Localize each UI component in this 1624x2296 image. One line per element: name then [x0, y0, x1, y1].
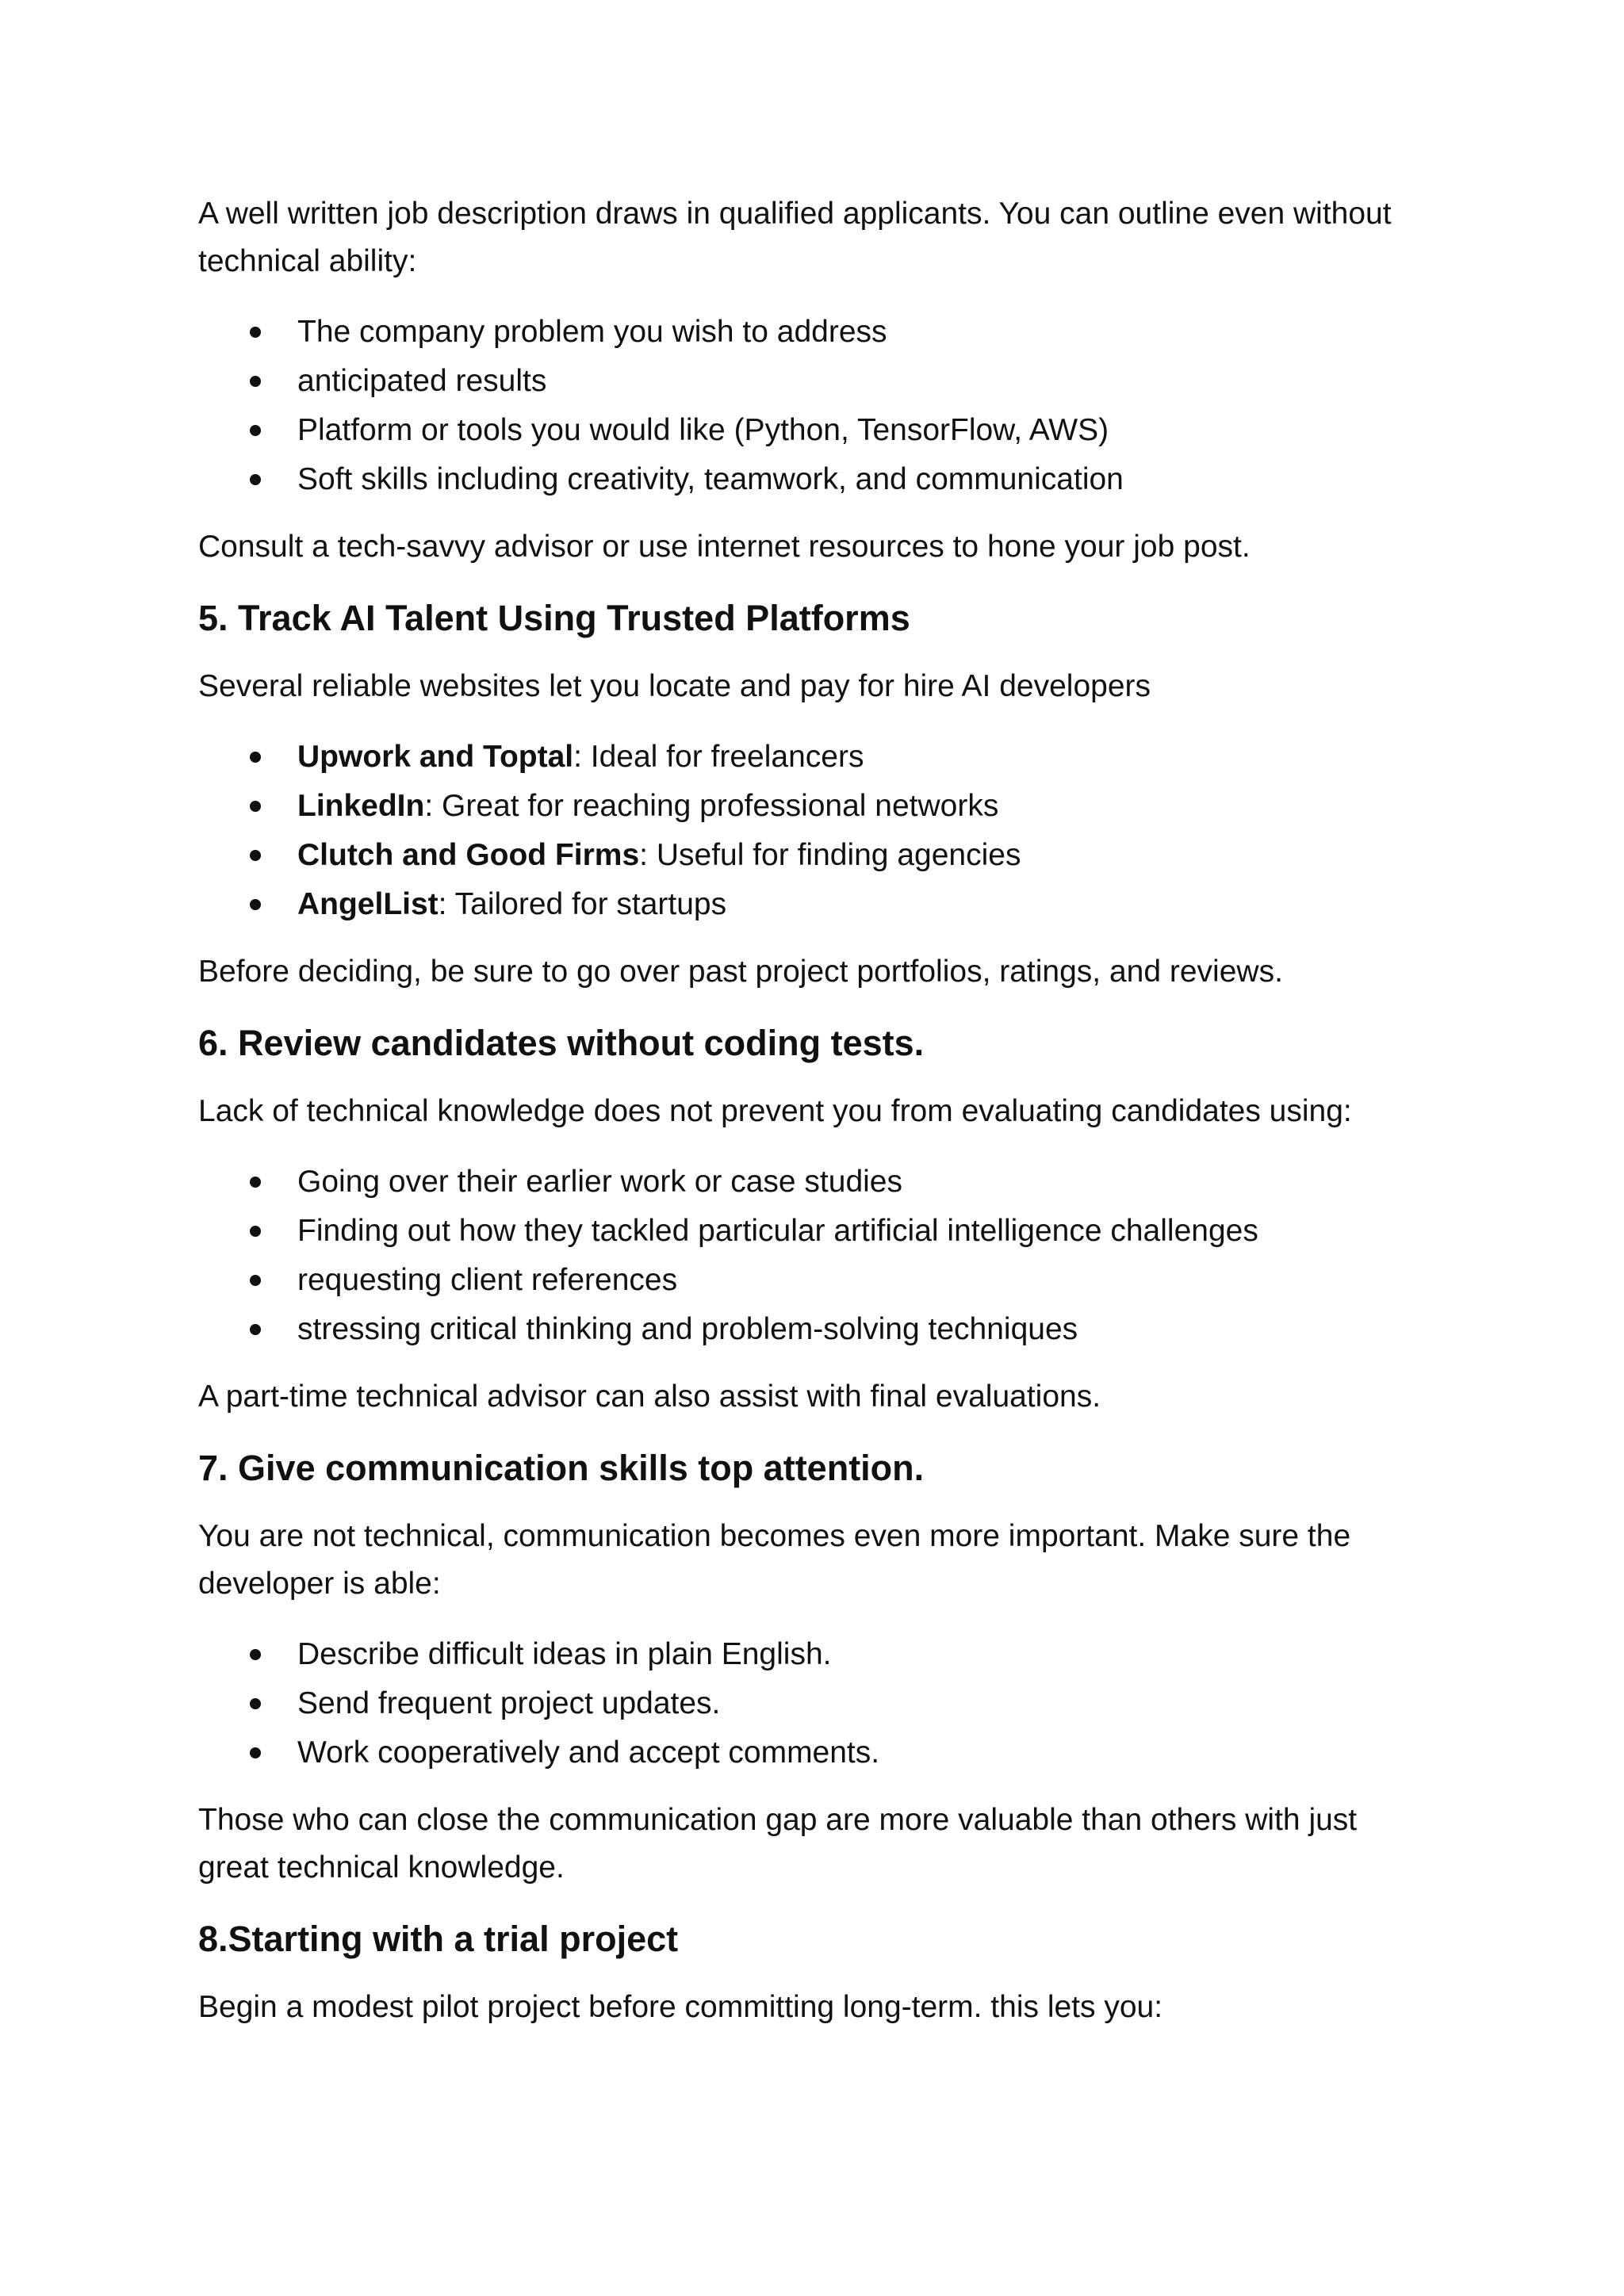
list-item: Going over their earlier work or case studies: [198, 1158, 1435, 1207]
bullet-icon: [250, 801, 261, 812]
bullet-icon: [250, 1275, 261, 1286]
list-item: Platform or tools you would like (Python, TensorFlow, AWS): [198, 406, 1435, 455]
platform-name: LinkedIn: [297, 789, 425, 823]
bullet-icon: [250, 327, 261, 338]
bullet-icon: [250, 1698, 261, 1709]
list-item: anticipated results: [198, 357, 1435, 406]
bullet-icon: [250, 425, 261, 436]
section-6-heading: 6. Review candidates without coding tests.: [198, 1023, 925, 1063]
list-item: LinkedIn: Great for reaching professional networks: [198, 782, 1435, 831]
list-item: Upwork and Toptal: Ideal for freelancers: [198, 733, 1435, 782]
section-5-heading: 5. Track AI Talent Using Trusted Platforms: [198, 598, 910, 638]
section-8-heading: 8.Starting with a trial project: [198, 1919, 679, 1959]
list-item: Send frequent project updates.: [198, 1679, 1435, 1728]
section-7-bullet-list: [198, 1630, 1435, 1777]
section-7-closing: Those who can close the communication gap are more valuable than others with just great technical knowledge.: [198, 1803, 1358, 1885]
platform-name: AngelList: [297, 887, 439, 921]
bullet-icon: [250, 474, 261, 485]
section-5-paragraph: Several reliable websites let you locate and pay for hire AI developers: [198, 669, 1151, 703]
bullet-icon: [250, 752, 261, 763]
list-item: Soft skills including creativity, teamwork, and communication: [198, 455, 1435, 504]
section-8-paragraph: Begin a modest pilot project before committing long-term. this lets you:: [198, 1990, 1163, 2024]
intro-closing: Consult a tech-savvy advisor or use internet resources to hone your job post.: [198, 530, 1251, 564]
list-item: The company problem you wish to address: [198, 308, 1435, 357]
intro-bullet-list: [198, 308, 1435, 504]
bullet-icon: [250, 899, 261, 910]
bullet-icon: [250, 1649, 261, 1660]
list-item: Finding out how they tackled particular artificial intelligence challenges: [198, 1207, 1435, 1256]
intro-paragraph: A well written job description draws in qualified applicants. You can outline even without technical ability:: [198, 197, 1392, 278]
platform-name: Upwork and Toptal: [297, 740, 574, 774]
bullet-icon: [250, 1324, 261, 1335]
section-6-closing: A part-time technical advisor can also assist with final evaluations.: [198, 1380, 1101, 1414]
list-item: stressing critical thinking and problem-solving techniques: [198, 1305, 1435, 1354]
list-item: requesting client references: [198, 1256, 1435, 1305]
list-item: AngelList: Tailored for startups: [198, 880, 1435, 929]
section-5-bullet-list: [198, 733, 1435, 929]
bullet-icon: [250, 1226, 261, 1237]
section-7-heading: 7. Give communication skills top attention.: [198, 1448, 925, 1488]
section-6-paragraph: Lack of technical knowledge does not prevent you from evaluating candidates using:: [198, 1094, 1352, 1128]
list-item: Clutch and Good Firms: Useful for finding agencies: [198, 831, 1435, 880]
list-item: Describe difficult ideas in plain English.: [198, 1630, 1435, 1679]
list-item: Work cooperatively and accept comments.: [198, 1728, 1435, 1777]
bullet-icon: [250, 1747, 261, 1758]
section-7-paragraph: You are not technical, communication becomes even more important. Make sure the developer is able:: [198, 1519, 1351, 1601]
bullet-icon: [250, 376, 261, 387]
document-page: [198, 190, 1435, 2053]
section-5-closing: Before deciding, be sure to go over past project portfolios, ratings, and reviews.: [198, 955, 1283, 989]
platform-name: Clutch and Good Firms: [297, 838, 640, 872]
section-6-bullet-list: [198, 1158, 1435, 1354]
bullet-icon: [250, 1177, 261, 1188]
bullet-icon: [250, 850, 261, 861]
